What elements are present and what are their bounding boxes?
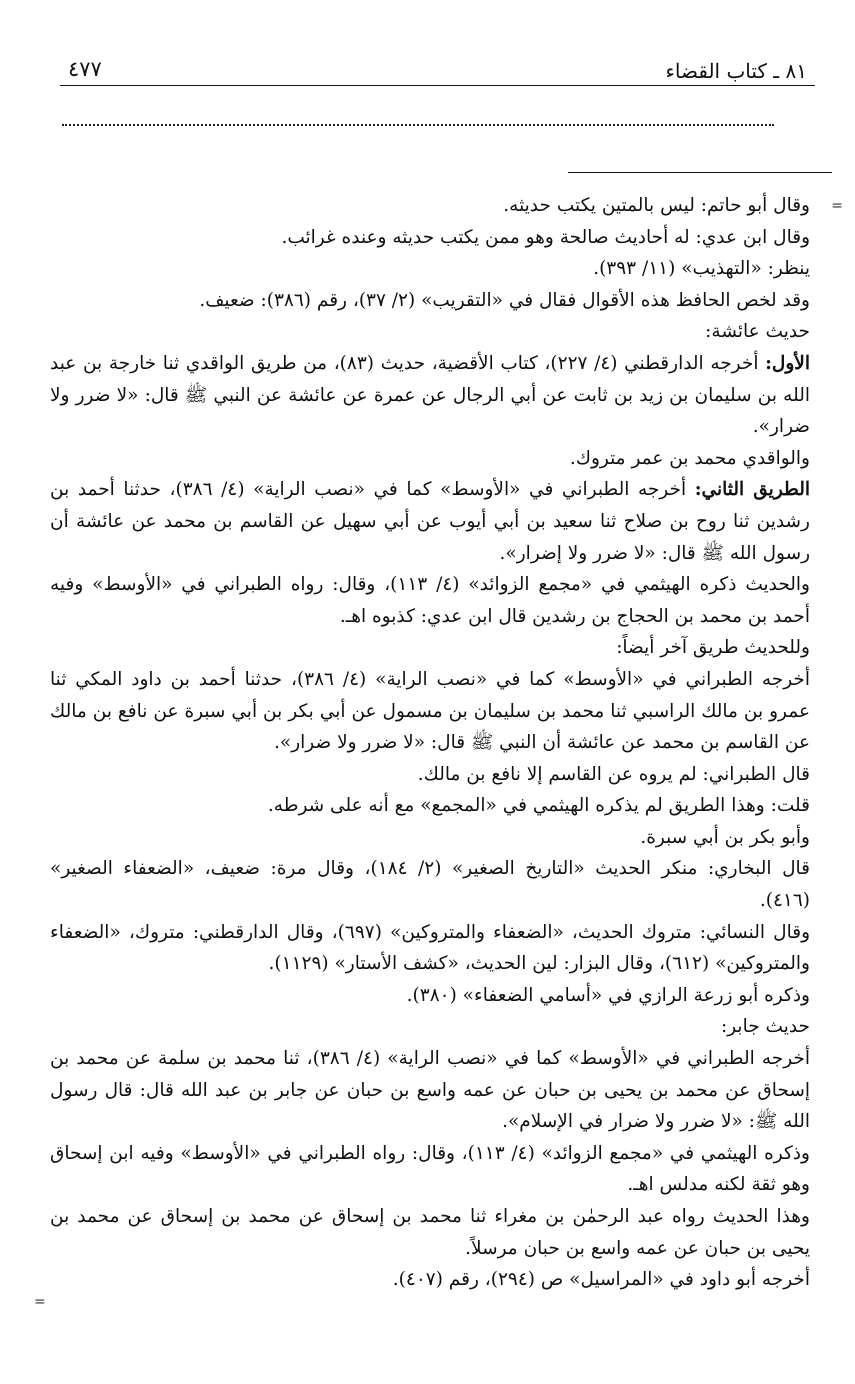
- page-header: [60, 55, 815, 86]
- paragraph: [50, 822, 810, 854]
- paragraph-text: وقال أبو حاتم: ليس بالمتين يكتب حديثه.: [503, 195, 810, 216]
- running-title: ٨١ ـ كتاب القضاء: [665, 59, 807, 83]
- paragraph-lead: الطريق الثاني:: [694, 479, 810, 501]
- paragraph-text: قال البخاري: منكر الحديث «التاريخ الصغير» (٢/ ١٨٤)، وقال مرة: ضعيف، «الضعفاء الصغير» (٤١٦).: [50, 858, 810, 912]
- paragraph-text: وقد لخص الحافظ هذه الأقوال فقال في «التقريب» (٢/ ٣٧)، رقم (٣٨٦): ضعيف.: [199, 289, 810, 311]
- paragraph-text: أخرجه الطبراني في «الأوسط» كما في «نصب الراية» (٤/ ٣٨٦)، حدثنا أحمد بن رشدين ثنا روح بن صلاح ثنا سعيد بن أبي أيوب عن أبي سهيل عن القاسم بن محمد عن عائشة أن رسول الله ﷺ قال: «لا ضرر ولا إضرار».: [50, 479, 810, 564]
- paragraph: [50, 348, 810, 443]
- paragraph: [50, 917, 810, 980]
- paragraph-text: وقال النسائي: متروك الحديث، «الضعفاء والمتروكين» (٦٩٧)، وقال الدارقطني: متروك، «الضعفاء والمتروكين» (٦١٢)، وقال البزار: لين الحديث، «كشف الأستار» (١١٢٩).: [50, 921, 811, 975]
- margin-mark-top: =: [831, 198, 843, 214]
- paragraph-text: وهذا الحديث رواه عبد الرحمٰن بن مغراء ثنا محمد بن إسحاق عن محمد بن إسحاق عن محمد بن يحيى بن حبان عن عمه واسع بن حبان مرسلاً.: [50, 1206, 810, 1259]
- paragraph-text: وأبو بكر بن أبي سبرة.: [640, 826, 810, 848]
- dotted-separator: [62, 124, 774, 126]
- paragraph-text: أخرجه الطبراني في «الأوسط» كما في «نصب الراية» (٤/ ٣٨٦)، حدثنا أحمد بن داود المكي ثنا عمرو بن مالك الراسبي ثنا محمد بن سليمان بن مسمول عن أبي بكر بن أبي سبرة عن نافع بن مالك عن القاسم بن محمد عن عائشة أن النبي ﷺ قال: «لا ضرر ولا ضرار».: [50, 668, 810, 754]
- paragraph-lead: الأول:: [765, 352, 810, 374]
- paragraph: [50, 1043, 810, 1138]
- paragraph: [50, 790, 810, 822]
- footnote-body: [50, 190, 810, 1296]
- paragraph-text: حديث جابر:: [720, 1016, 810, 1038]
- paragraph-text: والواقدي محمد بن عمر متروك.: [569, 447, 810, 469]
- paragraph-text: حديث عائشة:: [705, 321, 810, 343]
- paragraph: [50, 285, 810, 317]
- paragraph: [50, 853, 810, 916]
- paragraph: [50, 759, 810, 791]
- paragraph: [50, 1011, 810, 1043]
- margin-mark-bottom: =: [34, 1294, 46, 1310]
- paragraph-text: أخرجه الدارقطني (٤/ ٢٢٧)، كتاب الأقضية، حديث (٨٣)، من طريق الواقدي ثنا خارجة بن عبد الله بن سليمان بن زيد بن ثابت عن أبي الرجال عن عمرة عن عائشة عن النبي ﷺ قال: «لا ضرر ولا ضرار».: [50, 352, 810, 438]
- paragraph: [50, 443, 810, 475]
- paragraph: [50, 474, 810, 569]
- paragraph: [50, 1138, 810, 1201]
- paragraph-text: أخرجه أبو داود في «المراسيل» ص (٢٩٤)، رقم (٤٠٧).: [392, 1269, 810, 1291]
- paragraph: [50, 253, 810, 285]
- page-number: ٤٧٧: [68, 57, 102, 81]
- paragraph-text: وذكره أبو زرعة الرازي في «أسامي الضعفاء» (٣٨٠).: [406, 984, 810, 1006]
- paragraph: [50, 980, 810, 1012]
- paragraph-text: قلت: وهذا الطريق لم يذكره الهيثمي في «المجمع» مع أنه على شرطه.: [267, 795, 810, 817]
- paragraph: [50, 1264, 810, 1296]
- paragraph-text: وقال ابن عدي: له أحاديث صالحة وهو ممن يكتب حديثه وعنده غرائب.: [281, 226, 810, 248]
- paragraph: [50, 1201, 810, 1264]
- paragraph-text: قال الطبراني: لم يروه عن القاسم إلا نافع بن مالك.: [417, 763, 810, 785]
- paragraph-text: أخرجه الطبراني في «الأوسط» كما في «نصب الراية» (٤/ ٣٨٦)، ثنا محمد بن سلمة عن محمد بن إسحاق عن محمد بن يحيى بن حبان عن عمه واسع بن حبان عن جابر بن عبد الله قال: قال رسول الله ﷺ: «لا ضرر ولا ضرار في الإسلام».: [50, 1048, 810, 1133]
- paragraph: [50, 664, 810, 759]
- paragraph: [50, 190, 810, 222]
- paragraph-text: والحديث ذكره الهيثمي في «مجمع الزوائد» (٤/ ١١٣)، وقال: رواه الطبراني في «الأوسط» وفيه أحمد بن محمد بن الحجاج بن رشدين قال ابن عدي: كذبوه اهـ.: [50, 574, 810, 627]
- paragraph-text: وذكره الهيثمي في «مجمع الزوائد» (٤/ ١١٣)، وقال: رواه الطبراني في «الأوسط» وفيه ابن إسحاق وهو ثقة لكنه مدلس اهـ.: [50, 1142, 810, 1196]
- paragraph: [50, 569, 810, 632]
- paragraph: [50, 316, 810, 348]
- paragraph: [50, 632, 810, 664]
- footnote-rule: [568, 172, 832, 173]
- paragraph-text: ينظر: «التهذيب» (١١/ ٣٩٣).: [593, 258, 810, 280]
- paragraph: [50, 222, 810, 254]
- paragraph-text: وللحديث طريق آخر أيضاً:: [616, 637, 810, 659]
